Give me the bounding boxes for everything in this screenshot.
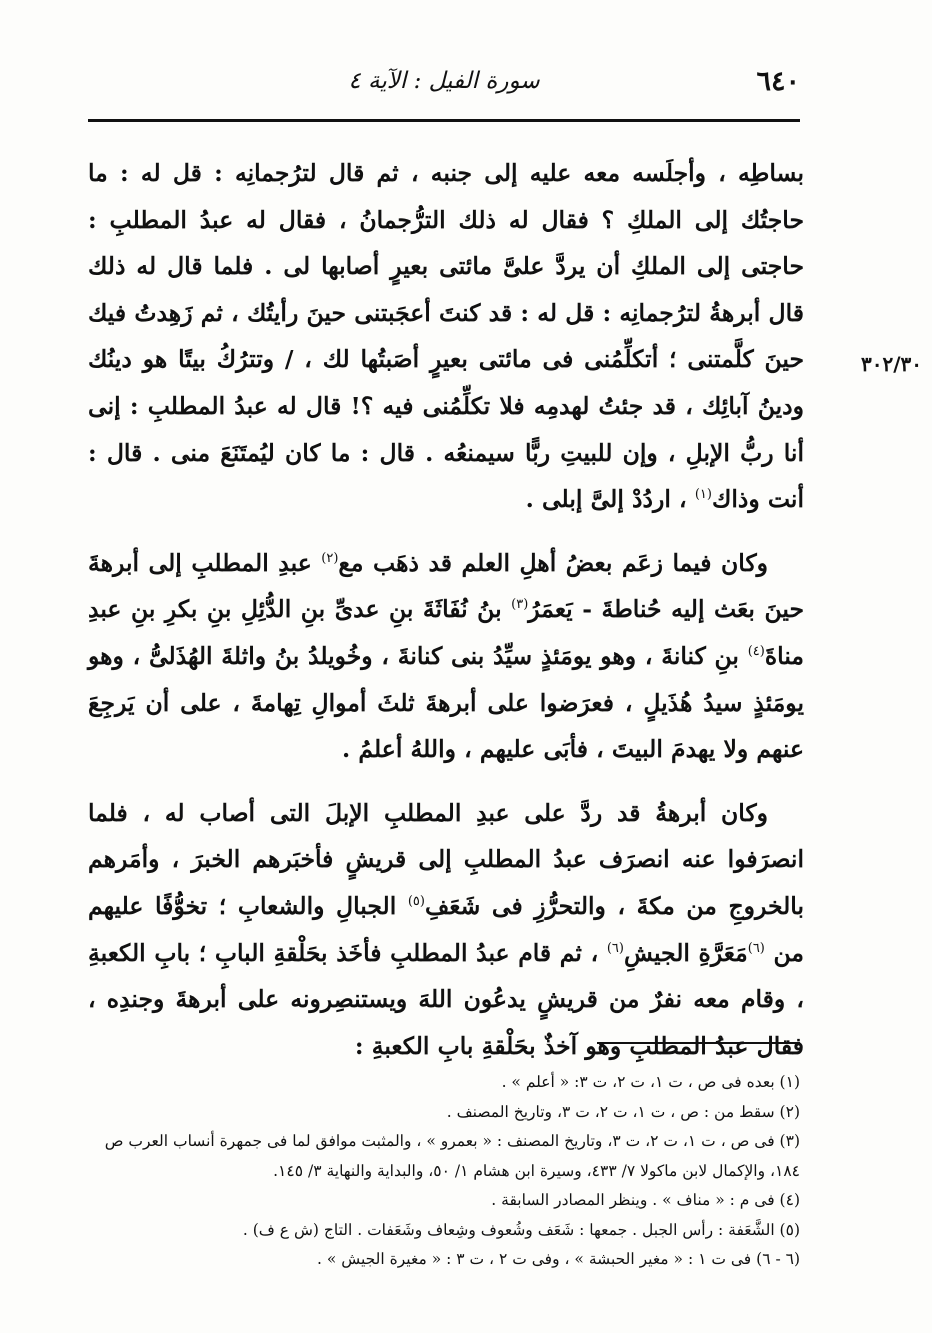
footnote-ref: (٢) [321,550,339,566]
footnote-ref: (٣) [511,597,529,613]
footnote: (٦ - ٦) فى ت ١ : « مغير الحبشة » ، وفى ت ٢ ، ت ٣ : « مغيرة الجيش » . [316,1250,800,1268]
text-run: بنُ نُفَاثَةَ بنِ عدىِّ بنِ الدُّئِلِ بنِ بكرِ بنِ عبدِ مناةَ [88,595,804,670]
footnote: (٥) الشَّعَفة : رأس الجبل . جمعها : شَعَف وشُعوف وشِعاف وشَعَفات . التاج (ش ع ف) . [242,1220,800,1239]
margin-reference: ٣٠٢/٣٠ [860,352,922,376]
text-run: بنِ كنانةَ ، وهو يومَئذٍ سيِّدُ بنى كنانةَ ، وخُويلدُ بنُ واثلةَ الهُذَلىُّ ، وهو يومَئذٍ سيدُ هُذَيلٍ ، فعرَضوا على أبرهةَ ثلثَ أموالِ تِهامةَ ، على أن يَرجِعَ عنهم ولا يهدمَ البيتَ ، فأبَى عليهم ، واللهُ أعلمُ . [88,641,804,764]
text-run: وكان فيما زعَم بعضُ أهلِ العلم قد ذهَب مع [338,548,769,577]
text-run: مَعَرَّةِ الجيشِ [623,938,748,967]
header-rule [88,119,800,122]
paragraph [88,540,804,773]
paragraph [88,150,804,523]
footnote-ref: (٥) [407,894,425,910]
text-run: ، ثم قام عبدُ المطلبِ فأخَذ بحَلْقةِ البابِ ؛ بابِ الكعبةِ ، وقام معه نفرٌ من قريشٍ يدعُون اللهَ ويستنصِرونه على أبرهةَ وجندِه ، فقال عبدُ المطلبِ وهو آخذٌ بحَلْقةِ بابِ الكعبةِ : [88,938,804,1060]
footnote-ref: (١) [694,487,712,503]
footnote: (٣) فى ص ، ت ١، ت ٢، ت ٣، وتاريخ المصنف : « بعمرو » ، والمثبت موافق لما فى جمهرة أنساب العرب ص ١٨٤، والإكمال لابن ماكولا ٧/ ٤٣٣، وسيرة ابن هشام ١/ ٥٠، والبداية والنهاية ٣/ ١٤٥. [104,1132,800,1180]
running-title: سورة الفيل : الآية ٤ [348,68,540,94]
footnote-rule [597,1042,800,1044]
footnote-ref: (٦) [606,940,624,956]
text-run: بساطِه ، وأجلَسه معه عليه إلى جنبه ، ثم قال لترُجمانِه : قل له : ما حاجتُك إلى الملكِ ؟ فقال له ذلك الترُّجمانُ ، فقال له عبدُ المطلبِ : حاجتى إلى الملكِ أن يردَّ علىَّ مائتى بعيرٍ أصابها لى . فلما قال له ذلك قال أبرهةُ لترُجمانِه : قل له : قد كنتَ أعجَبتنى حينَ رأيتُك ، ثم زَهِدتُ فيك حينَ كلَّمتنى ؛ أتكلِّمُنى فى مائتى بعيرٍ أصَبتُها لك ، / وتترُكُ بيتًا هو دينُك ودينُ آبائِك ، قد جئتُ لهدمِه فلا تكلِّمُنى فيه ؟! قال له عبدُ المطلبِ : إنى أنا ربُّ الإبلِ ، وإن للبيتِ ربًّا سيمنعُه . قال : ما كان ليُمتَنَعَ منى . قال : أنت وذاك [88,159,804,514]
footnote: (١) بعده فى ص ، ت ١، ت ٢، ت ٣: « أعلم » . [501,1073,800,1091]
paragraph [88,790,804,1070]
footnotes [88,1068,800,1275]
footnote-ref: (٤) [747,644,765,660]
footnote: (٤) فى م : « مناف » . وينظر المصادر السابقة . [491,1191,800,1209]
text-run: عبدِ المطلبِ إلى أبرهةَ حينَ بعَث إليه حُناطةَ - يَعمَرُ [88,548,804,624]
footnote-ref: (٦) [747,940,765,956]
text-run: الجبالِ والشعابِ ؛ تخوُّفًا عليهم من [88,891,804,967]
text-run: وكان أبرهةُ قد ردَّ على عبدِ المطلبِ الإبلَ التى أصاب له ، فلما انصرَفوا عنه انصرَف عبدُ المطلبِ إلى قريشٍ فأخبَرهم الخبرَ ، وأمَرهم بالخروجِ من مكةَ ، والتحرُّزِ فى شَعَفِ [88,798,804,920]
main-text [88,150,804,1069]
footnote: (٢) سقط من : ص ، ت ١، ت ٢، ت ٣، وتاريخ المصنف . [446,1102,800,1121]
text-run: ، اردُدْ إلىَّ إبلى . [525,485,695,514]
page-number: ٦٤٠ [756,66,800,97]
page-header [88,58,800,120]
